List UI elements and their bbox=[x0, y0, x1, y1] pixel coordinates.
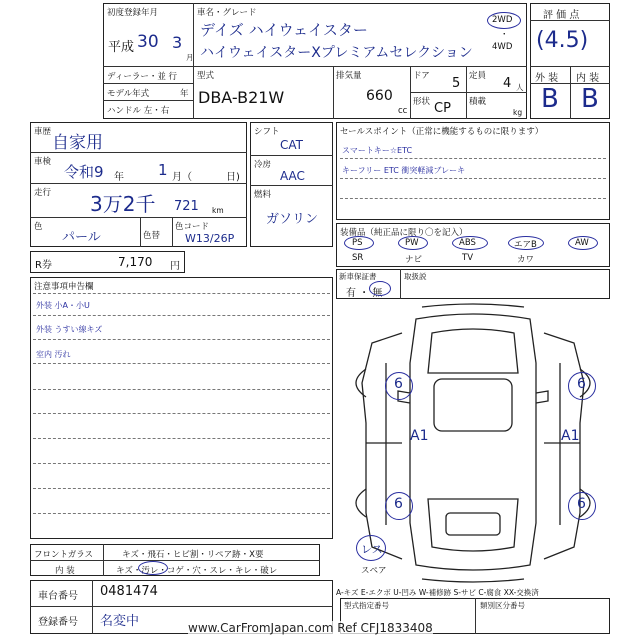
note-line: 外装 小A・小U bbox=[36, 301, 90, 310]
inspection-month-unit: 月（ bbox=[172, 172, 192, 183]
equip-navi: ナビ bbox=[405, 255, 423, 265]
first-reg-label: 初度登録年月 bbox=[107, 8, 159, 18]
model-code: DBA-B21W bbox=[198, 88, 285, 107]
fuel: ガソリン bbox=[266, 212, 319, 227]
mileage-label: 走行 bbox=[34, 188, 52, 198]
inspection-day-unit: 日) bbox=[226, 172, 240, 183]
sales-point-line: キーフリー ETC 衝突軽減ブレーキ bbox=[342, 166, 466, 175]
divider bbox=[140, 217, 141, 247]
model-year-label: モデル年式 bbox=[107, 89, 150, 99]
divider bbox=[340, 178, 606, 179]
sales-points-label: セールスポイント（正常に機能するものに限ります） bbox=[340, 127, 544, 137]
warranty-circle bbox=[369, 281, 391, 296]
divider bbox=[30, 606, 333, 607]
recycle-unit: 円 bbox=[170, 261, 180, 272]
recycle-value: 7,170 bbox=[118, 255, 153, 269]
recycle-box bbox=[30, 251, 185, 273]
capacity-label: 定員 bbox=[469, 71, 487, 81]
aircon: AAC bbox=[280, 169, 305, 183]
equip-aw: AW bbox=[575, 238, 589, 248]
dirt-circle bbox=[138, 561, 168, 575]
divider bbox=[103, 544, 104, 576]
reg-year: 30 bbox=[137, 32, 159, 52]
inspection-label: 車検 bbox=[34, 157, 52, 167]
divider bbox=[30, 560, 320, 561]
damage-mark-left-side: A1 bbox=[410, 428, 429, 444]
exterior-label: 外 装 bbox=[535, 73, 559, 84]
note-line: 外装 うすい線キズ bbox=[36, 325, 103, 334]
displacement-label: 排気量 bbox=[336, 71, 362, 81]
car-name-line1: デイズ ハイウェイスター bbox=[200, 21, 368, 39]
frame-label: 車台番号 bbox=[38, 591, 78, 602]
equip-abs: ABS bbox=[459, 238, 476, 248]
divider bbox=[33, 438, 330, 439]
reg-era: 平成 bbox=[108, 40, 135, 55]
recycle-label: R券 bbox=[35, 260, 52, 271]
warranty-label: 新車保証書 bbox=[339, 272, 377, 281]
equip-ps: PS bbox=[352, 238, 363, 248]
capacity-unit: 人 bbox=[516, 83, 524, 92]
equip-leather: カワ bbox=[517, 255, 535, 265]
divider bbox=[33, 513, 330, 514]
divider bbox=[103, 66, 527, 67]
damage-mark-right-side: A1 bbox=[561, 428, 580, 444]
displacement: 660 bbox=[366, 88, 393, 104]
damage-legend: A-キズ E-エクボ U-凹み W-補修跡 S-サビ C-腐食 XX-交換済 bbox=[336, 588, 539, 597]
divider bbox=[172, 217, 173, 247]
reg-month-unit: 月 bbox=[186, 53, 194, 62]
note-line: 室内 汚れ bbox=[36, 350, 71, 359]
cc-unit: cc bbox=[398, 106, 408, 116]
equip-sr: SR bbox=[352, 253, 364, 263]
drive-4wd: 4WD bbox=[492, 42, 513, 52]
reg-number-value: 名変中 bbox=[100, 614, 140, 629]
watermark: www.CarFromJapan.com Ref CFJ1833408 bbox=[188, 621, 433, 635]
reg-month: 3 bbox=[172, 33, 183, 52]
mileage-sub: 721 bbox=[174, 199, 199, 214]
score-label: 評 価 点 bbox=[543, 10, 580, 21]
exterior-grade: B bbox=[541, 84, 559, 114]
shift: CAT bbox=[280, 138, 303, 152]
fuel-label: 燃料 bbox=[254, 190, 272, 200]
color-code-label: 色コード bbox=[175, 222, 210, 232]
usage-label: 車歴 bbox=[34, 127, 52, 137]
divider bbox=[103, 83, 193, 84]
divider bbox=[340, 158, 606, 159]
divider bbox=[250, 155, 333, 156]
divider bbox=[92, 580, 93, 634]
damage-mark-right-front: 6 bbox=[577, 376, 586, 392]
inspection-month: 1 bbox=[158, 161, 168, 179]
capacity: 4 bbox=[503, 76, 512, 91]
load-label: 積載 bbox=[469, 97, 487, 107]
drive-2wd: 2WD bbox=[492, 15, 513, 25]
notes-label: 注意事項申告欄 bbox=[34, 282, 94, 292]
interior-label: 内 装 bbox=[576, 73, 600, 84]
damage-mark-left-rear: 6 bbox=[394, 496, 403, 512]
divider bbox=[333, 66, 334, 119]
divider bbox=[33, 389, 330, 390]
drive-dot: ・ bbox=[500, 30, 509, 40]
spec-number-label: 型式指定番号 bbox=[344, 601, 389, 610]
color-code: W13/26P bbox=[185, 232, 235, 245]
color-change-label: 色替 bbox=[143, 231, 161, 241]
divider bbox=[570, 66, 571, 119]
cond-interior-label: 内 装 bbox=[55, 566, 75, 576]
divider bbox=[33, 315, 330, 316]
model-year-unit: 年 bbox=[180, 89, 189, 99]
divider bbox=[410, 92, 527, 93]
divider bbox=[30, 217, 247, 218]
color-label: 色 bbox=[34, 222, 43, 232]
notes-box bbox=[30, 277, 333, 539]
mileage-main: 3万2千 bbox=[90, 192, 156, 216]
manual-label: 取扱説 bbox=[404, 272, 427, 281]
load-unit: kg bbox=[513, 108, 523, 117]
divider bbox=[33, 413, 330, 414]
divider bbox=[33, 363, 330, 364]
frame-value: 0481474 bbox=[100, 584, 158, 599]
shape: CP bbox=[434, 101, 451, 116]
inspection-era: 令和9 bbox=[64, 163, 104, 181]
shape-label: 形状 bbox=[413, 97, 431, 107]
score-value: (4.5) bbox=[536, 28, 589, 53]
windshield-label: フロントガラス bbox=[34, 550, 93, 560]
class-number-label: 類別区分番号 bbox=[480, 601, 525, 610]
divider bbox=[33, 463, 330, 464]
color: パール bbox=[62, 230, 101, 245]
sales-point-line: スマートキー☆ETC bbox=[342, 146, 413, 155]
equip-pw: PW bbox=[405, 238, 419, 248]
interior-grade: B bbox=[581, 84, 599, 114]
divider bbox=[33, 488, 330, 489]
cond-interior-items: キズ・汚レ・コゲ・穴・スレ・キレ・破レ bbox=[116, 566, 278, 576]
windshield-items: キズ・飛石・ヒビ割・リペア跡・X要 bbox=[122, 550, 264, 560]
inspection-year-unit: 年 bbox=[114, 172, 124, 183]
divider bbox=[475, 598, 476, 634]
equip-tv: TV bbox=[462, 253, 474, 263]
spare-label: スペア bbox=[361, 566, 387, 576]
aircon-label: 冷房 bbox=[254, 160, 272, 170]
damage-mark-right-rear: 6 bbox=[577, 496, 586, 512]
car-name-line2: ハイウェイスターXプレミアムセレクション bbox=[200, 45, 473, 61]
warranty-value: 有 ・ 無 bbox=[346, 288, 383, 299]
divider bbox=[340, 198, 606, 199]
divider bbox=[400, 269, 401, 299]
divider bbox=[33, 293, 330, 294]
damage-mark-left-front: 6 bbox=[394, 376, 403, 392]
divider bbox=[33, 339, 330, 340]
equipment-label: 装備品（純正品に限り〇を記入） bbox=[340, 228, 468, 238]
mileage-unit: km bbox=[212, 206, 224, 215]
spare-mark: レス bbox=[361, 543, 383, 556]
car-grade-label: 車名・グレード bbox=[197, 8, 257, 18]
divider bbox=[250, 185, 333, 186]
model-code-label: 型式 bbox=[197, 71, 215, 81]
handle-label: ハンドル 左・右 bbox=[107, 106, 170, 116]
doors-label: ドア bbox=[413, 71, 430, 81]
divider bbox=[30, 183, 247, 184]
divider bbox=[103, 100, 193, 101]
usage: 自家用 bbox=[52, 133, 103, 153]
doors: 5 bbox=[452, 76, 461, 91]
reg-number-label: 登録番号 bbox=[38, 617, 78, 628]
equip-airbag: エアB bbox=[514, 240, 537, 250]
dealer-label: ディーラー・並 行 bbox=[107, 72, 178, 82]
shift-label: シフト bbox=[254, 127, 280, 137]
